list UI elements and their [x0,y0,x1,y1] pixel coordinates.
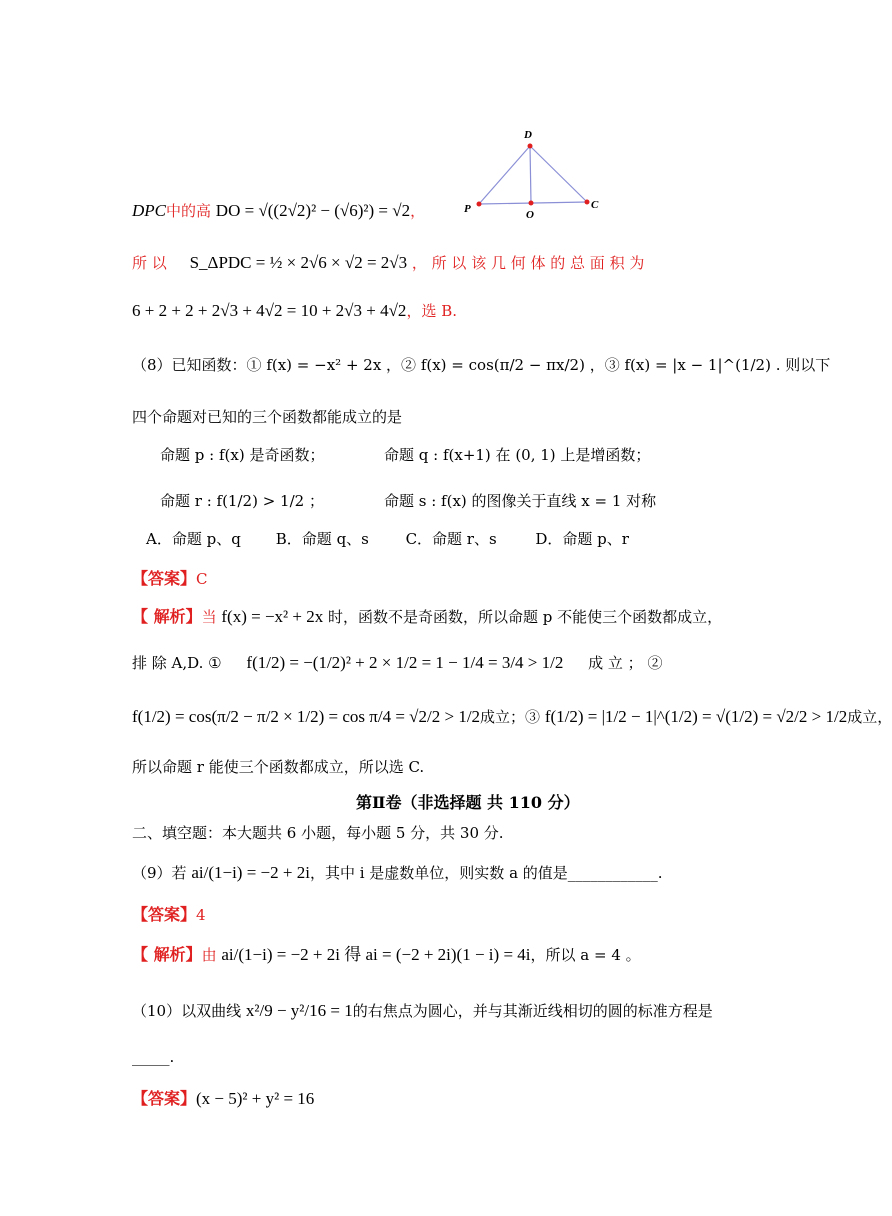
section-2-intro: 二、填空题：本大题共 6 小题，每小题 5 分，共 30 分. [132,824,504,842]
q8-options [146,528,660,549]
label-p: P [464,203,471,215]
so-label: 所 以 [132,254,167,272]
q8-option-b: B．命题 q、s [275,530,369,548]
edge-do [530,146,531,203]
analysis-2c: 成 立 ； ② [588,654,663,672]
analysis-3a: f(1/2) = cos(π/2 − π/2 × 1/2) = cos π/4 = √2/2 > 1/2 [132,707,481,726]
q10-stem-a: 以双曲线 [181,1002,242,1020]
q9-analysis-a: 由 [201,946,217,964]
q10-answer [132,1086,314,1109]
q8-answer-value: C [196,570,208,588]
analysis-f1: f(x) = −x² + 2x [221,607,324,626]
q9-analysis-expr: ai/(1−i) = −2 + 2i 得 ai = (−2 + 2i)(1 − i) = 4i [221,945,531,964]
q10-expr: x²/9 − y²/16 = 1 [245,1001,353,1020]
q8-stem-line1 [132,354,830,375]
answer-tag: 【答案】 [132,1089,197,1108]
analysis-3d: 成立， [847,708,892,726]
comma: ， [410,202,426,220]
q10-stem-b: 的右焦点为圆心，并与其渐近线相切的圆的标准方程是 [352,1002,713,1020]
point-c [585,200,590,205]
edge-dc [530,146,587,202]
q10-stem [132,1000,713,1021]
q8-analysis-line2 [132,652,732,673]
analysis-tag: 【 解析】 [132,945,202,964]
point-o [529,201,534,206]
triangle-name: DPC [132,201,166,220]
analysis-2b: f(1/2) = −(1/2)² + 2 × 1/2 = 1 − 1/4 = 3/4 > 1/2 [246,653,564,672]
area-expression: S_ΔPDC = ½ × 2√6 × √2 = 2√3 [189,253,408,272]
analysis-tag: 【 解析】 [132,607,202,626]
q8-option-a: A．命题 p、q [146,530,241,548]
point-p [477,202,482,207]
q8-stem-line2: 四个命题对已知的三个函数都能成立的是 [132,408,403,426]
q8-option-c: C．命题 r、s [405,530,497,548]
q8-prop-s: 命题 s : f(x) 的图像关于直线 x = 1 对称 [384,492,657,510]
q9-answer [132,902,206,925]
q10-blank: _____. [132,1048,175,1066]
choose-b: ，选 B. [406,302,457,320]
q8-analysis-line1 [132,604,722,627]
analysis-2a: 排 除 A,D. ① [132,654,222,672]
answer-tag: 【答案】 [132,569,197,588]
q8-prop-q: 命题 q : f(x+1) 在 (0, 1) 上是增函数； [384,446,651,464]
triangle-figure [460,124,610,224]
analysis-when: 当 [201,608,217,626]
label-d: D [524,129,532,141]
q10-number: （10） [132,1002,182,1020]
q8-prop-p: 命题 p : f(x) 是奇函数； [160,446,325,464]
q10-answer-value: (x − 5)² + y² = 16 [196,1089,315,1108]
area-suffix: ， 所 以 该 几 何 体 的 总 面 积 为 [411,254,645,272]
analysis-1c: 时，函数不是奇函数，所以命题 p 不能使三个函数都成立， [328,608,723,626]
point-d [528,144,533,149]
label-o: O [526,209,534,221]
prev-solution-line1 [132,200,425,221]
analysis-3b: 成立；③ [480,708,541,726]
q8-prop-r: 命题 r : f(1/2) > 1/2 ； [160,492,324,510]
q9-answer-value: 4 [196,906,206,924]
total-area-expression: 6 + 2 + 2 + 2√3 + 4√2 = 10 + 2√3 + 4√2 [132,301,407,320]
q9-stem-b: ，其中 i 是虚数单位，则实数 a 的值是 [309,864,568,882]
prev-solution-line3 [132,300,457,321]
height-label: 中的高 [166,202,212,220]
q9-analysis-b: ，所以 a = 4 。 [530,946,641,964]
q8-analysis-line4: 所以命题 r 能使三个函数都成立，所以选 C. [132,758,425,776]
analysis-3c: f(1/2) = |1/2 − 1|^(1/2) = √(1/2) = √2/2 > 1/2 [544,707,848,726]
answer-tag: 【答案】 [132,905,197,924]
q9-number: （9） [132,864,172,882]
prev-solution-line2 [132,252,732,273]
height-expression: DO = √((2√2)² − (√6)²) = √2 [215,201,411,220]
q9-stem [132,862,663,883]
label-c: C [591,199,599,211]
q8-answer [132,566,208,589]
q9-stem-a: 若 [171,864,187,882]
edge-dp [479,146,530,204]
q9-analysis [132,940,641,965]
q8-number: （8） [132,356,172,374]
q8-stem-a: 已知函数：① f(x) = −x² + 2x ，② f(x) = cos(π/2 − πx/2) ，③ f(x) = |x − 1|^(1/2) . 则以下 [171,356,831,374]
q8-analysis-line3 [132,706,892,727]
q9-expr: ai/(1−i) = −2 + 2i [191,863,310,882]
q9-blank: ____________. [567,864,663,882]
q8-option-d: D．命题 p、r [535,530,629,548]
section-2-title: 第Ⅱ卷（非选择题 共 110 分） [356,793,580,812]
